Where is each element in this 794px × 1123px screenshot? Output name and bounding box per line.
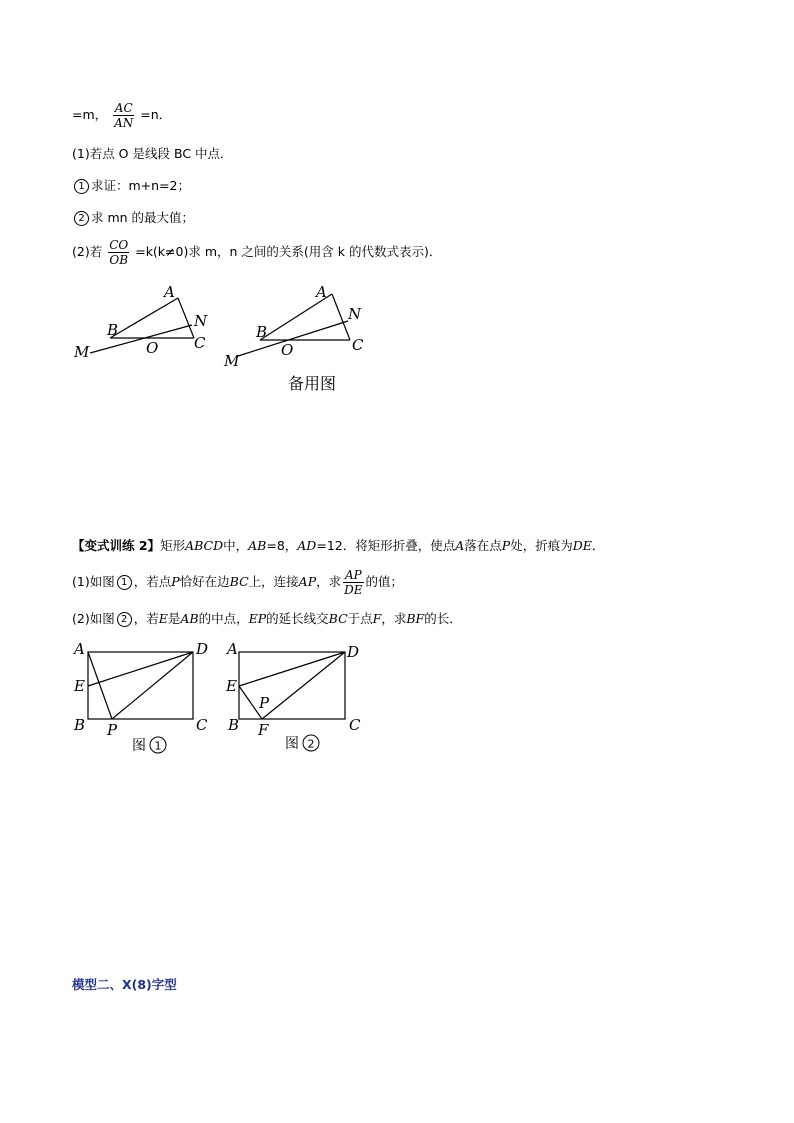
rectangle-figure-1	[70, 640, 220, 760]
math-a: A	[455, 538, 465, 553]
label-p: P	[107, 721, 118, 739]
question-1-2-text: 求 mn 的最大值；	[91, 210, 195, 225]
text-run: 于点	[347, 611, 373, 626]
question-1-text: (1)若点 O 是线段 BC 中点．	[72, 146, 233, 161]
text-run: 的中点，	[198, 611, 249, 626]
math-p: P	[501, 538, 511, 553]
text-run: =12．将矩形折叠，使点	[316, 538, 456, 553]
ratio-m-text: =m，	[72, 107, 108, 122]
variant-training-intro	[72, 538, 604, 554]
text-run: ．	[591, 538, 605, 553]
text-run: 的值；	[365, 574, 404, 589]
text-run: 恰好在边	[179, 574, 230, 589]
label-m: M	[224, 352, 240, 370]
label-n: N	[348, 305, 362, 323]
text-run: (2)如图	[72, 611, 115, 626]
math-bc: BC	[328, 611, 348, 626]
fraction-co-ob	[108, 238, 129, 267]
text-run: 中，	[223, 538, 249, 553]
math-e: E	[158, 611, 168, 626]
fraction-denominator: AN	[114, 116, 134, 130]
label-c: C	[194, 334, 206, 352]
fraction-numerator: AP	[344, 568, 362, 582]
math-abcd: ABCD	[185, 538, 224, 553]
circled-number: 2	[74, 211, 89, 226]
label-a: A	[164, 283, 175, 301]
text-run: 处，折痕为	[510, 538, 573, 553]
question-1-2	[72, 210, 194, 226]
math-p: P	[171, 574, 180, 589]
fraction-numerator: CO	[109, 238, 129, 252]
math-ap: AP	[298, 574, 317, 589]
text-run: =8，	[266, 538, 298, 553]
question-1	[72, 146, 233, 162]
fraction-denominator: DE	[344, 583, 363, 597]
label-o: O	[146, 339, 159, 357]
label-b: B	[74, 716, 86, 734]
label-b: B	[256, 323, 268, 341]
label-o: O	[281, 341, 294, 359]
figure-caption-number: 1	[154, 739, 162, 753]
fraction-denominator: OB	[109, 253, 129, 267]
text-run: ，若	[133, 611, 159, 626]
math-ab: AB	[180, 611, 199, 626]
label-c: C	[196, 716, 208, 734]
text-run: 是	[167, 611, 181, 626]
math-ep: EP	[248, 611, 267, 626]
ratio-n-text: =n．	[140, 107, 172, 122]
fraction-ac-an	[113, 101, 134, 130]
label-a: A	[316, 283, 327, 301]
math-bc: BC	[229, 574, 249, 589]
triangle-figure-1	[70, 280, 220, 370]
label-c: C	[352, 336, 364, 354]
question-2	[72, 238, 441, 267]
variant-part-2	[72, 611, 462, 627]
math-bf: BF	[406, 611, 425, 626]
label-m: M	[74, 343, 90, 361]
text-run: (1)如图	[72, 574, 115, 589]
text-run: ，求	[316, 574, 342, 589]
circled-number: 1	[117, 575, 132, 590]
circled-number: 1	[74, 179, 89, 194]
label-f: F	[258, 721, 269, 739]
fraction-numerator: AC	[114, 101, 133, 115]
label-e: E	[74, 677, 85, 695]
question-1-1	[72, 178, 190, 194]
triangle-figure-backup	[220, 280, 380, 400]
rectangle-figure-2	[222, 640, 372, 760]
figure-caption: 图	[285, 736, 299, 752]
label-b: B	[228, 716, 240, 734]
label-p: P	[259, 694, 270, 712]
label-b: B	[107, 321, 119, 339]
figure-caption-number: 2	[307, 737, 315, 751]
text-run: 落在点	[464, 538, 502, 553]
text-run: ，求	[381, 611, 407, 626]
variant-part-1	[72, 568, 403, 597]
fraction-ap-de	[343, 568, 363, 597]
text-run: ，若点	[133, 574, 172, 589]
math-f: F	[372, 611, 382, 626]
text-line-ratios	[72, 101, 171, 130]
variant-title: 【变式训练 2】	[72, 538, 161, 553]
text-run: 的延长线交	[266, 611, 329, 626]
label-n: N	[194, 312, 208, 330]
figure-caption: 备用图	[288, 374, 337, 393]
text-run: 上，连接	[248, 574, 299, 589]
label-e: E	[226, 677, 237, 695]
question-2-text: =k(k≠0)求 m，n 之间的关系(用含 k 的代数式表示)．	[135, 244, 442, 259]
label-c: C	[349, 716, 361, 734]
question-1-1-text: 求证：m+n=2；	[91, 178, 190, 193]
section-heading: 模型二、X(8)字型	[72, 977, 177, 992]
label-d: D	[196, 640, 209, 658]
text-run: 的长．	[424, 611, 462, 626]
math-de: DE	[572, 538, 592, 553]
label-a: A	[74, 640, 85, 658]
question-2-prefix: (2)若	[72, 244, 103, 259]
math-ad: AD	[297, 538, 317, 553]
circled-number: 2	[117, 612, 132, 627]
text-run: 矩形	[160, 538, 186, 553]
math-ab: AB	[248, 538, 267, 553]
label-d: D	[347, 643, 360, 661]
figure-caption: 图	[132, 738, 146, 754]
label-a: A	[227, 640, 238, 658]
